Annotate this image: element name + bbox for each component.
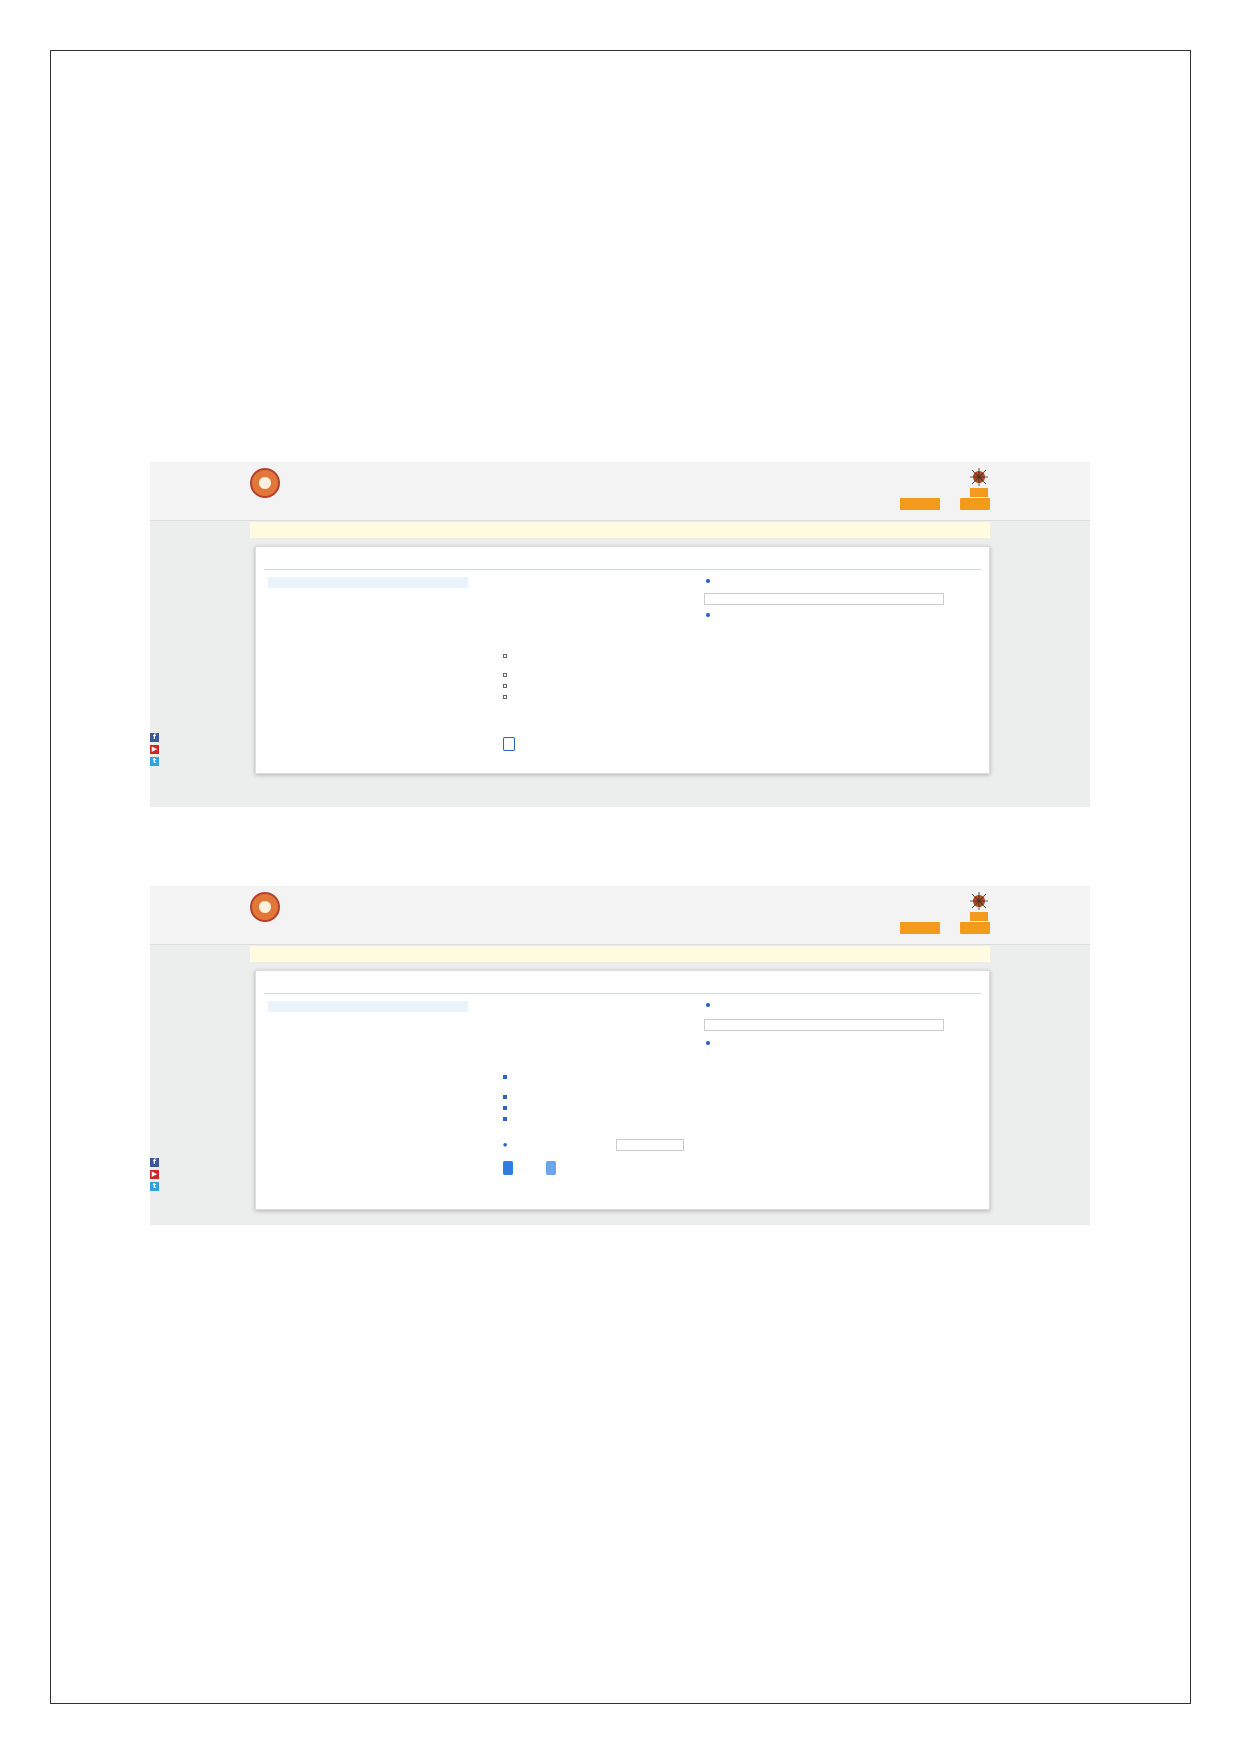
site-header [150, 462, 1090, 521]
screenshot-ekyc-form [150, 462, 1090, 807]
facebook-icon[interactable]: f [150, 1158, 159, 1167]
youtube-icon[interactable]: ▶ [151, 1170, 158, 1178]
info-icon: ● [503, 1143, 508, 1148]
breadcrumb [250, 946, 990, 962]
youtube-icon[interactable]: ▶ [151, 745, 158, 753]
declaration-1[interactable] [503, 1075, 948, 1081]
declaration-4[interactable] [503, 1117, 948, 1123]
screenshot-ekyc-otp [150, 886, 1090, 1225]
how-to-apply-button[interactable] [900, 498, 940, 510]
urja-sun-icon [968, 468, 990, 498]
page-border [50, 50, 1191, 1704]
declaration-checkbox-3[interactable] [503, 1106, 507, 1110]
logo-emblem-icon [250, 468, 280, 498]
how-to-apply-button[interactable] [900, 922, 940, 934]
logout-button[interactable] [960, 922, 990, 934]
urja-sun-icon [968, 892, 990, 922]
breadcrumb [250, 522, 990, 538]
twitter-icon[interactable]: t [150, 757, 159, 766]
declaration-2[interactable] [503, 673, 948, 679]
send-otp-button[interactable] [503, 737, 515, 751]
declaration-checkbox-2[interactable] [503, 1095, 507, 1099]
aadhaar-number-input[interactable] [704, 593, 944, 605]
card-divider [264, 569, 981, 570]
twitter-icon[interactable]: t [150, 1182, 159, 1191]
declaration-checkbox-2[interactable] [503, 673, 507, 677]
declaration-checkbox-3[interactable] [503, 684, 507, 688]
doc-type-radio[interactable] [706, 1003, 713, 1009]
declaration-4[interactable] [503, 695, 948, 701]
declaration-2[interactable] [503, 1095, 948, 1101]
declaration-checkbox-1[interactable] [503, 1075, 507, 1079]
card-divider [264, 993, 981, 994]
doc-type-radio[interactable] [706, 579, 713, 585]
site-header [150, 886, 1090, 945]
resend-otp-button[interactable] [546, 1161, 556, 1175]
otp-label [503, 1143, 507, 1148]
info-box [268, 1001, 468, 1012]
facebook-icon[interactable]: f [150, 733, 159, 742]
kyc-otp-radio[interactable] [706, 613, 713, 619]
ekyc-card [255, 970, 990, 1210]
declaration-checkbox-4[interactable] [503, 1117, 507, 1121]
declaration-3[interactable] [503, 684, 948, 690]
declaration-3[interactable] [503, 1106, 948, 1112]
info-box [268, 577, 468, 588]
aadhaar-number-input[interactable] [704, 1019, 944, 1031]
declaration-checkbox-1[interactable] [503, 654, 507, 658]
ekyc-card [255, 546, 990, 774]
declaration-1[interactable] [503, 654, 948, 660]
verify-otp-button[interactable] [503, 1161, 513, 1175]
logout-button[interactable] [960, 498, 990, 510]
logo-emblem-icon [250, 892, 280, 922]
kyc-otp-radio[interactable] [706, 1041, 713, 1047]
declaration-checkbox-4[interactable] [503, 695, 507, 699]
otp-input[interactable] [616, 1139, 684, 1151]
